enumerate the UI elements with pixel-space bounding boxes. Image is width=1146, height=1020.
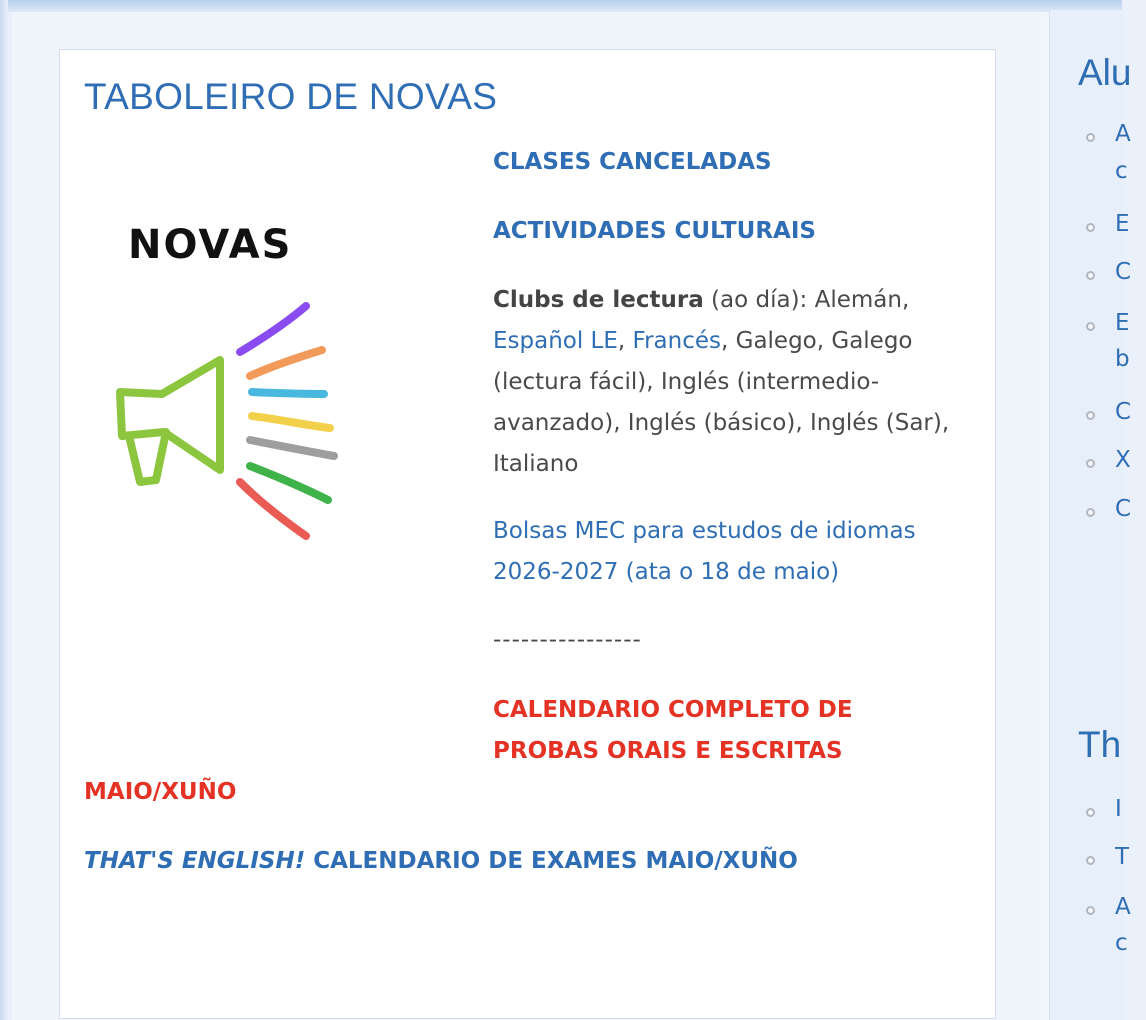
sidebar-item-label-cont[interactable]: c	[1115, 930, 1128, 956]
sidebar-item-label[interactable]: X	[1115, 447, 1131, 473]
sidebar-item[interactable]	[1086, 496, 1146, 530]
top-strip	[0, 0, 1122, 12]
exam-calendar-link-line3[interactable]: MAIO/XUÑO	[84, 779, 237, 805]
reading-clubs-paragraph	[493, 280, 963, 485]
reading-clubs-separator: ,	[617, 328, 633, 354]
circle-bullet-icon	[1086, 133, 1095, 142]
circle-bullet-icon	[1086, 808, 1095, 817]
circle-bullet-icon	[1086, 271, 1095, 280]
thats-english-title: THAT'S ENGLISH!	[84, 848, 306, 874]
circle-bullet-icon	[1086, 856, 1095, 865]
sidebar-item-label[interactable]: E	[1115, 211, 1130, 237]
exam-calendar-link-line1[interactable]: CALENDARIO COMPLETO DE	[493, 697, 853, 723]
circle-bullet-icon	[1086, 223, 1095, 232]
sidebar-item-label-cont[interactable]: c	[1115, 158, 1128, 184]
sidebar-item[interactable]	[1086, 796, 1146, 830]
news-board	[59, 49, 996, 1019]
sidebar-item-label[interactable]: C	[1115, 496, 1132, 522]
sidebar-item[interactable]	[1086, 894, 1146, 928]
right-sidebar	[1049, 10, 1132, 1020]
news-divider	[493, 620, 963, 661]
news-item-cancelled-classes	[493, 142, 963, 183]
circle-bullet-icon	[1086, 322, 1095, 331]
sidebar-item-label[interactable]: A	[1115, 894, 1131, 920]
cancelled-classes-link[interactable]: CLASES CANCELADAS	[493, 149, 772, 175]
sidebar-item-label[interactable]: E	[1115, 310, 1130, 336]
sidebar-item-label[interactable]: C	[1115, 259, 1132, 285]
news-item-exam-calendar	[493, 690, 963, 772]
news-illustration	[100, 200, 360, 550]
thats-english-rest: CALENDARIO DE EXAMES MAIO/XUÑO	[305, 848, 798, 874]
sidebar-item[interactable]	[1086, 310, 1146, 344]
cultural-activities-link[interactable]: ACTIVIDADES CULTURAIS	[493, 218, 816, 244]
sidebar-heading-students: Alu	[1078, 52, 1132, 93]
sidebar-item-label[interactable]: I	[1115, 796, 1122, 822]
sidebar-item[interactable]	[1086, 211, 1146, 245]
sidebar-item[interactable]	[1086, 844, 1146, 878]
megaphone-icon	[100, 200, 360, 550]
sidebar-heading-thats-english: Th	[1078, 724, 1122, 765]
sidebar-item[interactable]	[1086, 121, 1146, 155]
sidebar-item-label[interactable]: A	[1115, 121, 1131, 147]
sidebar-item[interactable]	[1086, 259, 1146, 293]
sidebar-item-label-cont[interactable]: b	[1115, 346, 1130, 372]
divider-dashes: ----------------	[493, 627, 642, 653]
circle-bullet-icon	[1086, 508, 1095, 517]
sidebar-item-label[interactable]: T	[1115, 844, 1130, 870]
spanish-club-link[interactable]: Español LE	[493, 328, 618, 354]
french-club-link[interactable]: Francés	[632, 328, 721, 354]
sidebar-item-label[interactable]: C	[1115, 399, 1132, 425]
news-illustration-text: NOVAS	[128, 222, 293, 268]
circle-bullet-icon	[1086, 459, 1095, 468]
circle-bullet-icon	[1086, 411, 1095, 420]
reading-clubs-note: (ao día): Alemán,	[703, 287, 910, 313]
scholarships-link[interactable]: Bolsas MEC para estudos de idiomas 2026-2027 (ata o 18 de maio)	[493, 518, 916, 585]
news-item-cultural-activities	[493, 211, 963, 252]
board-title: TABOLEIRO DE NOVAS	[84, 76, 498, 117]
left-rail	[0, 0, 8, 1020]
reading-clubs-label: Clubs de lectura	[493, 287, 704, 313]
news-item-scholarships	[493, 511, 963, 593]
sidebar-item[interactable]	[1086, 447, 1146, 481]
thats-english-calendar-link[interactable]	[84, 841, 798, 882]
exam-calendar-link-line2[interactable]: PROBAS ORAIS E ESCRITAS	[493, 738, 843, 764]
reading-clubs-rest: , Galego, Galego (lectura fácil), Inglés (intermedio-avanzado), Inglés (básico), Inglés (Sar), Italiano	[493, 328, 950, 477]
circle-bullet-icon	[1086, 906, 1095, 915]
sidebar-item[interactable]	[1086, 399, 1146, 433]
